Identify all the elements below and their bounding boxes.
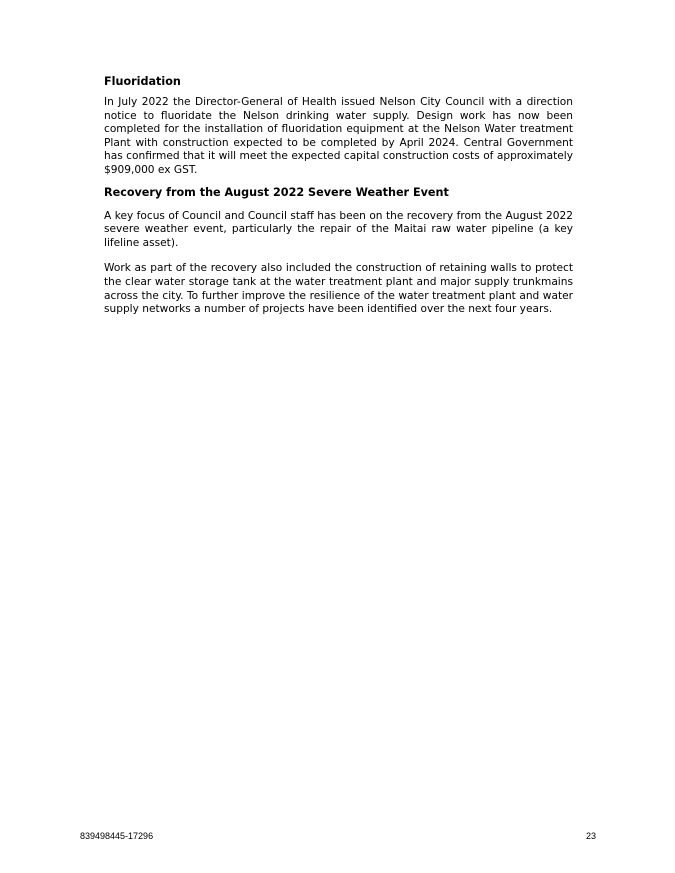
paragraph: In July 2022 the Director-General of Health issued Nelson City Council with a direction notice to fluoridate the Nelson drinking water supply. Design work has now been completed for the installation of fluoridation equipment at the Nelson Water treatment Plant with construction expected to be completed by April 2024. Central Government has confirmed that it will meet the expected capital construction costs of approximately $909,000 ex GST.: [104, 96, 573, 176]
section-recovery: [104, 185, 573, 317]
section-heading: Fluoridation: [104, 75, 181, 88]
document-body: [104, 74, 573, 329]
paragraph: A key focus of Council and Council staff has been on the recovery from the August 2022 severe weather event, particularly the repair of the Maitai raw water pipeline (a key lifeline asset).: [104, 209, 573, 249]
paragraph: Work as part of the recovery also included the construction of retaining walls to protect the clear water storage tank at the water treatment plant and major supply trunkmains across the city. To further improve the resilience of the water treatment plant and water supply networks a number of projects have been identified over the next four years.: [104, 262, 573, 316]
page-number: 23: [585, 831, 596, 841]
section-fluoridation: [104, 74, 573, 178]
page-footer: [80, 831, 596, 841]
document-id: 839498445-17296: [80, 831, 154, 841]
section-heading: Recovery from the August 2022 Severe Weather Event: [104, 185, 449, 199]
